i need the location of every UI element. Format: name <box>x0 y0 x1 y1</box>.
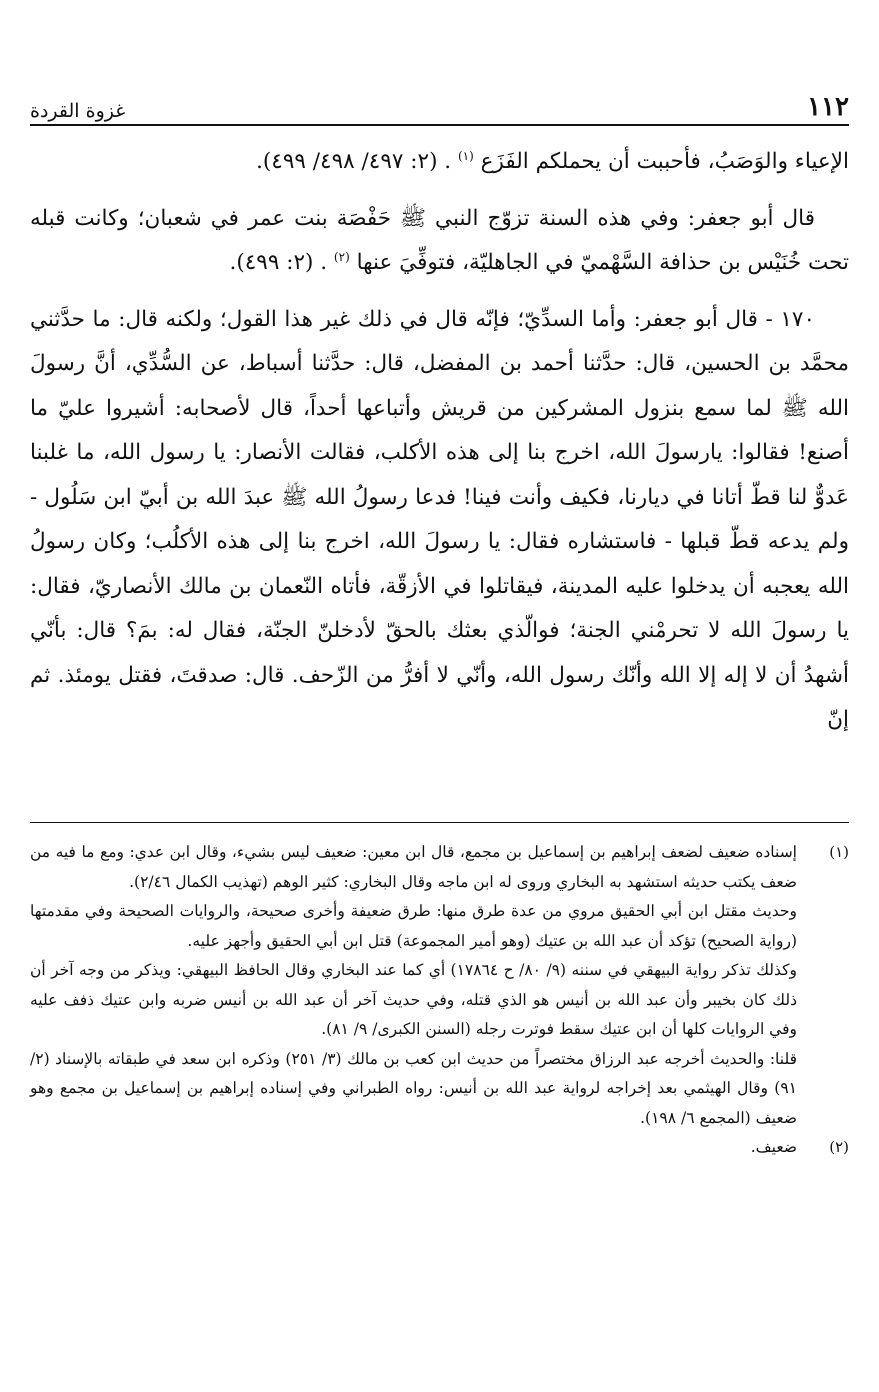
footnote-paragraph: وحديث مقتل ابن أبي الحقيق مروي من عدة طرق منها: طرق ضعيفة وأخرى صحيحة، والروايات الصحيحة وفي مقدمتها (رواية الصحيح) تؤكد أن عبد الله بن عتيك (وهو أمير المجموعة) قتل ابن أبي الحقيق وأجهز عليه. <box>30 902 797 950</box>
page-header <box>30 82 849 122</box>
footnote-1 <box>30 838 849 1133</box>
continuation-line <box>30 140 849 185</box>
footnote-number: (١) <box>829 843 849 861</box>
footnote-2 <box>30 1133 849 1163</box>
paragraph-hafsa-text: قال أبو جعفر: وفي هذه السنة تزوّج النبي ﷺ حَفْصَة بنت عمر في شعبان؛ وكانت قبله تحت خُنَيْس بن حذافة السَّهْميّ في الجاهليّة، فتوفِّيَ عنها <box>30 205 849 275</box>
continuation-reference: . (٢: ٤٩٧/ ٤٩٨/ ٤٩٩). <box>256 149 452 174</box>
footnote-paragraph: وكذلك تذكر رواية البيهقي في سننه (٩/ ٨٠/ ح ١٧٨٦٤) أي كما عند البخاري وقال الحافظ البيهقي: ويذكر من وجه آخر أن ذلك كان بخيبر وأن عبد الله بن أنيس هو الذي قتله، وفي حديث آخر أن عبد الله بن أنيس ضربه وابن عتيك ذفف عليه وفي الروايات كلها أن ابن عتيك سقط فوترت رجله (السنن الكبرى/ ٩/ ٨١). <box>30 961 797 1038</box>
paragraph-170 <box>30 298 849 743</box>
footnote-body <box>30 1133 797 1163</box>
footnote-rule <box>30 822 849 823</box>
footnote-marker-2: (٢) <box>333 249 350 264</box>
footnote-number: (٢) <box>829 1138 849 1156</box>
paragraph-hafsa <box>30 197 849 286</box>
footnote-paragraph: قلنا: والحديث أخرجه عبد الرزاق مختصراً من حديث ابن كعب بن مالك (٣/ ٢٥١) وذكره ابن سعد في طبقاته بالإسناد (٢/ ٩١) وقال الهيثمي بعد إخراجه لرواية عبد الله بن أنيس: رواه الطبراني وفي إسناده إبراهيم بن إسماعيل بن مجمع وهو ضعيف (المجمع ٦/ ١٩٨). <box>30 1049 797 1127</box>
continuation-text: الإعياء والوَصَبُ، فأحببت أن يحملكم الفَزَع <box>480 149 849 174</box>
footnotes <box>30 838 849 1163</box>
paragraph-hafsa-reference: . (٢: ٤٩٩). <box>229 250 328 275</box>
footnote-paragraph: ضعيف. <box>750 1138 797 1156</box>
page-number: ١١٢ <box>807 92 849 122</box>
main-text <box>30 140 849 743</box>
footnote-paragraph: إسناده ضعيف لضعف إبراهيم بن إسماعيل بن مجمع، قال ابن معين: ضعيف ليس بشيء، وقال ابن عدي: ومع ما فيه من ضعف يكتب حديثه استشهد به البخاري وروى له ابن ماجه وقال البخاري: كثير الوهم (تهذيب الكمال ٢/٤٦). <box>30 843 797 891</box>
footnote-body <box>30 838 797 1133</box>
paragraph-170-text: ١٧٠ - قال أبو جعفر: وأما السدِّيّ؛ فإنّه قال في ذلك غير هذا القول؛ ولكنه قال: ما حدَّثني محمَّد بن الحسين، قال: حدَّثنا أحمد بن المفضل، قال: حدَّثنا أسباط، عن السُّدِّي، أنَّ رسولَ الله ﷺ لما سمع بنزول المشركين من قريش وأتباعها أحداً، قال لأصحابه: أشيروا عليّ ما أصنع! فقالوا: يارسولَ الله، اخرج بنا إلى هذه الأكلب، فقالت الأنصار: يا رسول الله، ما غلبنا عَدوٌّ لنا قطّ أتانا في ديارنا، فكيف وأنت فينا! فدعا رسولُ الله ﷺ عبدَ الله بن أبيّ ابن سَلُول - ولم يدعه قطّ قبلها - فاستشاره فقال: يا رسولَ الله، اخرج بنا إلى هذه الأكلُب؛ وكان رسولُ الله يعجبه أن يدخلوا عليه المدينة، فيقاتلوا في الأزقّة، فأتاه النّعمان بن مالك الأنصاريّ، فقال: يا رسولَ الله لا تحرمْني الجنة؛ فوالّذي بعثك بالحقّ لأدخلنّ الجنّة، فقال له: بمَ؟ قال: بأنّي أشهدُ أن لا إله إلا الله وأنّك رسول الله، وأنّي لا أفرُّ من الزّحف. قال: صدقتَ، فقتل يومئذ. ثم إنّ <box>30 306 849 732</box>
header-rule <box>30 124 849 126</box>
running-title: غزوة القردة <box>30 100 126 122</box>
footnote-marker-1: (١) <box>457 148 474 163</box>
